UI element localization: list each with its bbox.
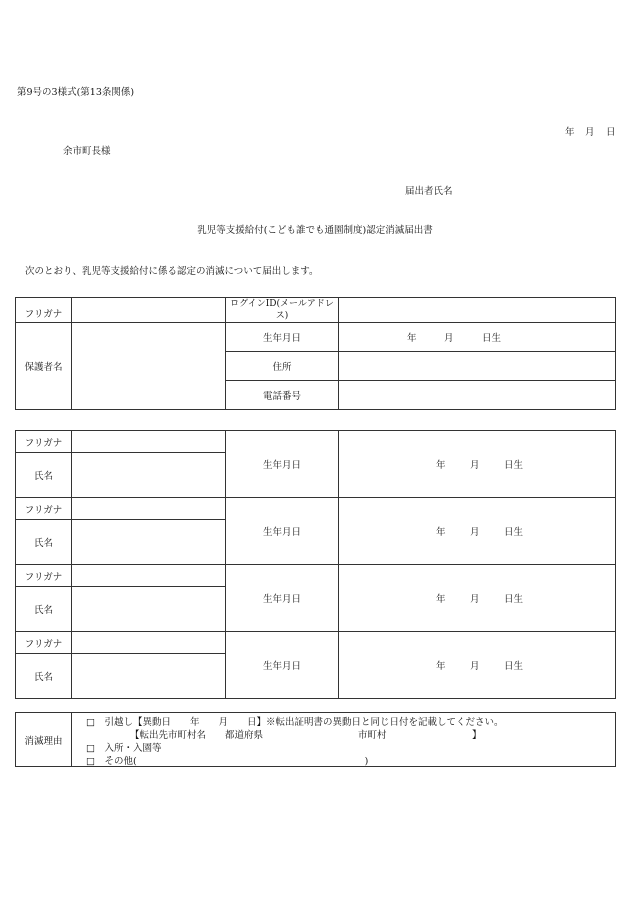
guardian-birth-day: 日生 [482, 333, 502, 344]
reason-options [72, 713, 616, 767]
child-birth-label: 生年月日 [226, 565, 339, 632]
document-title: 乳児等支援給付(こども誰でも通園制度)認定消滅届出書 [197, 225, 433, 236]
reason-moving-destination: 【転出先市町村名 都道府県 市町村 】 [130, 730, 482, 741]
guardian-furigana-field[interactable] [72, 298, 226, 323]
child-birth-field[interactable] [339, 431, 616, 498]
child-furigana-field[interactable] [72, 565, 226, 587]
date-month-label: 月 [585, 127, 595, 138]
child-birth-day: 日生 [504, 527, 524, 538]
child-furigana-label: フリガナ [16, 498, 72, 520]
reason-option-other[interactable]: □ その他( ) [86, 756, 369, 767]
child-birth-month: 月 [470, 460, 480, 471]
child-birth-field[interactable] [339, 498, 616, 565]
reason-label: 消滅理由 [16, 713, 72, 767]
date-day-label: 日 [606, 127, 616, 138]
child-name-label: 氏名 [16, 520, 72, 565]
child-name-label: 氏名 [16, 587, 72, 632]
child-birth-field[interactable] [339, 632, 616, 699]
child-birth-year: 年 [436, 661, 446, 672]
addressee: 余市町長様 [63, 146, 111, 157]
intro-text: 次のとおり、乳児等支援給付に係る認定の消滅について届出します。 [25, 266, 319, 277]
guardian-name-label: 保護者名 [16, 323, 72, 410]
children-table [15, 430, 616, 699]
login-id-label: ログインID(メールアドレス) [226, 298, 339, 323]
child-birth-label: 生年月日 [226, 632, 339, 699]
child-birth-month: 月 [470, 527, 480, 538]
child-birth-month: 月 [470, 594, 480, 605]
guardian-furigana-label: フリガナ [16, 298, 72, 323]
child-furigana-field[interactable] [72, 431, 226, 453]
child-birth-day: 日生 [504, 661, 524, 672]
child-birth-field[interactable] [339, 565, 616, 632]
child-birth-month: 月 [470, 661, 480, 672]
address-field[interactable] [339, 352, 616, 381]
child-birth-day: 日生 [504, 594, 524, 605]
child-name-field[interactable] [72, 654, 226, 699]
child-furigana-label: フリガナ [16, 565, 72, 587]
reason-option-moving[interactable]: □ 引越し【異動日 年 月 日】※転出証明書の異動日と同じ日付を記載してください。 [86, 717, 504, 728]
child-birth-year: 年 [436, 527, 446, 538]
child-name-label: 氏名 [16, 654, 72, 699]
child-furigana-label: フリガナ [16, 632, 72, 654]
child-name-field[interactable] [72, 587, 226, 632]
guardian-birth-field[interactable] [339, 323, 616, 352]
address-label: 住所 [226, 352, 339, 381]
reason-option-admission[interactable]: □ 入所・入園等 [86, 743, 162, 754]
child-birth-label: 生年月日 [226, 498, 339, 565]
guardian-birth-year: 年 [407, 333, 417, 344]
child-furigana-field[interactable] [72, 498, 226, 520]
form-number: 第9号の3様式(第13条関係) [17, 87, 135, 98]
child-birth-year: 年 [436, 460, 446, 471]
reason-table [15, 712, 616, 767]
date-year-label: 年 [565, 127, 575, 138]
child-birth-year: 年 [436, 594, 446, 605]
guardian-name-field[interactable] [72, 323, 226, 410]
applicant-name-label: 届出者氏名 [405, 186, 453, 197]
child-birth-label: 生年月日 [226, 431, 339, 498]
phone-label: 電話番号 [226, 381, 339, 410]
child-furigana-field[interactable] [72, 632, 226, 654]
guardian-birth-month: 月 [444, 333, 454, 344]
child-name-field[interactable] [72, 453, 226, 498]
guardian-birth-label: 生年月日 [226, 323, 339, 352]
child-birth-day: 日生 [504, 460, 524, 471]
guardian-table [15, 297, 616, 410]
child-name-label: 氏名 [16, 453, 72, 498]
login-id-field[interactable] [339, 298, 616, 323]
child-name-field[interactable] [72, 520, 226, 565]
phone-field[interactable] [339, 381, 616, 410]
child-furigana-label: フリガナ [16, 431, 72, 453]
